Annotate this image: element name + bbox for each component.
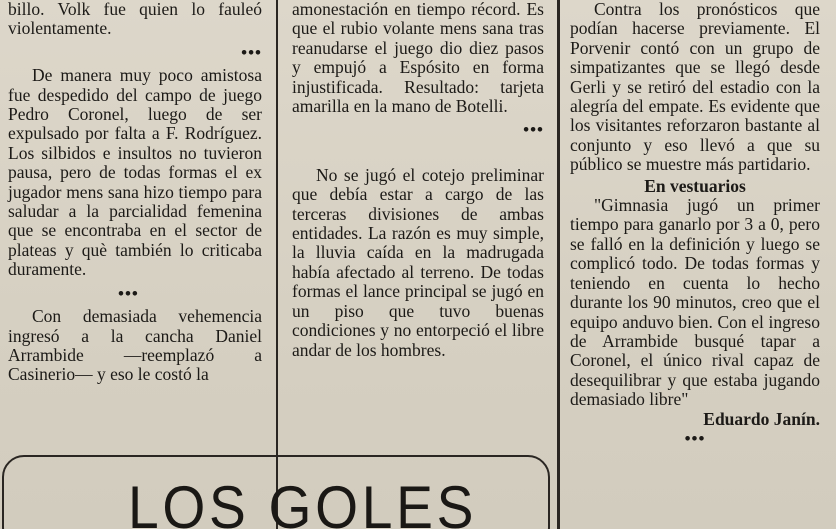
column3-paragraph-2: "Gimnasia jugó un primer tiempo para ganarlo por 3 a 0, pero se falló en la definición y luego se complicó todo. De todas formas y teniendo en cuenta lo hecho durante los 90 minutos, creo que el equipo anduvo bien. Con el ingreso de Arrambide busqué tapar a Coronel, el único rival capaz de desequilibrar y que estaba jugando demasiado libre" — [570, 195, 820, 410]
column2-paragraph-1: amonestación en tiempo récord. Es que el rubio volante mens sana tras reanudarse el juego dio diez pasos y empujó a Espósito en forma injustificada. Resultado: tarjeta amarilla en la mano de Botelli. — [292, 0, 544, 117]
separator-dots: ••• — [684, 428, 706, 448]
column1-paragraph-1: billo. Volk fue quien lo fauleó violentamente. — [8, 0, 262, 39]
author-signature: Eduardo Janín. — [703, 408, 820, 429]
separator-dots: ••• — [523, 120, 544, 140]
column1-paragraph-3: Con demasiada vehemencia ingresó a la cancha Daniel Arrambide —reemplazó a Casinerio— y eso le costó la — [8, 306, 262, 385]
separator-dots: ••• — [118, 283, 139, 303]
article-column-1 — [8, 0, 262, 385]
column-divider — [276, 0, 278, 529]
column2-paragraph-2: No se jugó el cotejo preliminar que debía estar a cargo de las terceras divisiones de ambas entidades. La razón es muy simple, la lluvia caída en la madrugada había afectado al terreno. De todas formas el lance principal se jugó en un piso que tuvo buenas condiciones y no entorpeció el libre andar de los hombres. — [292, 164, 544, 360]
article-column-3 — [570, 0, 820, 452]
column3-paragraph-1: Contra los pronósticos que podían hacerse previamente. El Porvenir contó con un grupo de simpatizantes que se llegó desde Gerli y se retiró del estadio con la alegría del empate. Es evidente que los visitantes reforzaron bastante al conjunto y eso llevó a que su público se muestre más partidario. — [570, 0, 820, 175]
column-divider — [557, 0, 560, 529]
column1-paragraph-2: De manera muy poco amistosa fue despedido del campo de juego Pedro Coronel, luego de ser expulsado por falta a F. Rodríguez. Los silbidos e insultos no tuvieron pausa, pero de todas formas el ex jugador mens sana hizo tiempo para saludar a la parcialidad femenina que se encontraba en el sector de plateas y què también lo criticaba duramente. — [8, 65, 262, 280]
separator-dots: ••• — [241, 42, 262, 62]
subheading: En vestuarios — [644, 175, 746, 196]
article-column-2 — [292, 0, 544, 360]
goals-box-title: LOS GOLES — [128, 474, 478, 529]
